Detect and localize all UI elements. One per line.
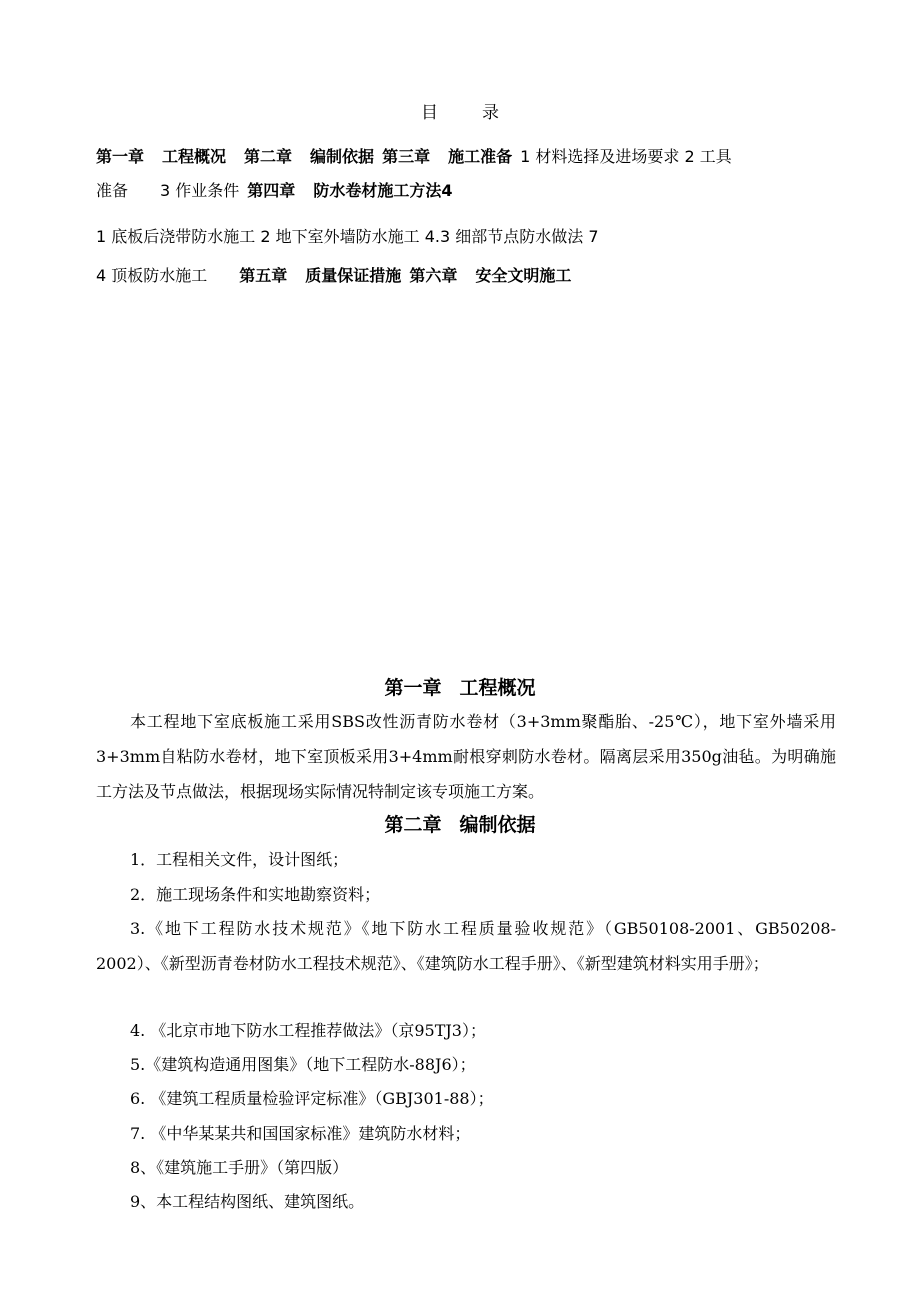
- toc-ch4-num: 第四章: [247, 181, 296, 200]
- toc-ch5-name: 质量保证措施: [305, 266, 402, 285]
- basis-item-3: 3.《地下工程防水技术规范》《地下防水工程质量验收规范》（GB50108-2001、GB50208-2002）、《新型沥青卷材防水工程技术规范》、《建筑防水工程手册》、《新型建筑材料实用手册》；: [96, 919, 836, 973]
- basis-item-1: 1．工程相关文件，设计图纸；: [130, 850, 349, 869]
- basis-item-6: 6. 《建筑工程质量检验评定标准》（GBJ301-88）；: [130, 1089, 494, 1108]
- toc-title-left: 目: [421, 103, 438, 123]
- toc-ch2-name: 编制依据: [310, 147, 375, 166]
- toc-ch5-num: 第五章: [239, 266, 288, 285]
- toc-ch1-name: 工程概况: [162, 147, 227, 166]
- toc-line-4: [96, 259, 836, 292]
- toc-title-right: 录: [482, 103, 499, 123]
- toc-title: [0, 98, 920, 123]
- toc-line1-items: 1 材料选择及进场要求 2 工具: [520, 147, 732, 166]
- basis-item-5: 5.《建筑构造通用图集》（地下工程防水-88J6）；: [130, 1055, 476, 1074]
- toc-ch1-num: 第一章: [96, 147, 145, 166]
- toc-line2-part1: 准备: [96, 181, 129, 200]
- toc-ch3-name: 施工准备: [448, 147, 513, 166]
- toc-ch4-page: 4: [441, 181, 453, 200]
- basis-item-2: 2．施工现场条件和实地勘察资料；: [130, 885, 381, 904]
- toc-line4-item: 4 顶板防水施工: [96, 266, 208, 285]
- chapter1-heading-num: 第一章: [384, 677, 442, 699]
- chapter2-heading-num: 第二章: [384, 814, 442, 836]
- chapter2-heading: [0, 810, 920, 837]
- toc-ch6-name: 安全文明施工: [475, 266, 572, 285]
- toc-line-1: [96, 140, 836, 173]
- chapter1-heading-title: 工程概况: [459, 677, 536, 699]
- toc-ch2-num: 第二章: [244, 147, 293, 166]
- toc-ch6-num: 第六章: [409, 266, 458, 285]
- toc-line2-part2: 3 作业条件: [160, 181, 240, 200]
- toc-line-2: [96, 174, 836, 207]
- basis-item-8: 8、《建筑施工手册》（第四版）: [130, 1158, 349, 1177]
- toc-ch3-num: 第三章: [382, 147, 431, 166]
- chapter2-heading-title: 编制依据: [459, 814, 536, 836]
- basis-item-4: 4. 《北京市地下防水工程推荐做法》（京95TJ3）；: [130, 1021, 486, 1040]
- chapter1-paragraph: 本工程地下室底板施工采用SBS改性沥青防水卷材（3+3mm聚酯胎、-25℃），地下室外墙采用3+3mm自粘防水卷材，地下室顶板采用3+4mm耐根穿刺防水卷材。隔离层采用350g油毡。为明确施工方法及节点做法，根据现场实际情况特制定该专项施工方案。: [96, 712, 836, 801]
- basis-item-7: 7. 《中华某某共和国国家标准》建筑防水材料；: [130, 1124, 471, 1143]
- toc-line-3: 1 底板后浇带防水施工 2 地下室外墙防水施工 4.3 细部节点防水做法 7: [96, 227, 599, 246]
- toc-ch4-name: 防水卷材施工方法: [313, 181, 442, 200]
- chapter1-heading: [0, 673, 920, 700]
- basis-item-9: 9、本工程结构图纸、建筑图纸。: [130, 1192, 365, 1211]
